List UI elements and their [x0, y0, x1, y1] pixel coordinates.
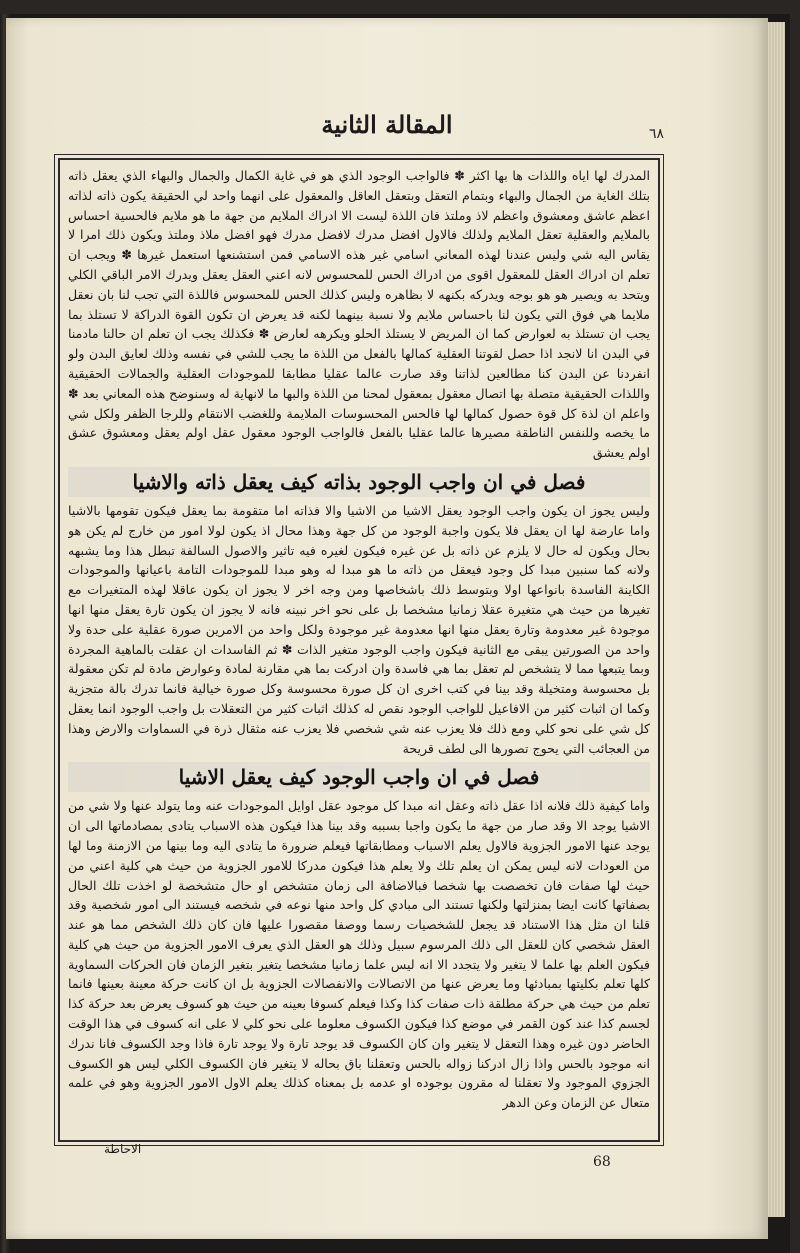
text-block — [68, 166, 650, 1134]
folio-number: 68 — [593, 1154, 611, 1170]
body-paragraph: واما كيفية ذلك فلانه اذا عقل ذاته وعقل انه مبدا كل موجود عقل اوايل الموجودات عنه وما يتولد عنها ولا شي من الاشيا يوجد الا وقد صار من جهة ما يكون واجبا بسببه وقد بينا هذا فيكون هذه الاسباب يتادى بمصادماتها الى ان يوجد عنها الامور الجزوية فالاول يعلم الاسباب ومطابقاتها فيعلم ضرورة ما يتادى اليه وما بينها من الازمنة وما لها من العودات لانه ليس يمكن ان يعلم تلك ولا يعلم هذا فيكون مدركا للامور الجزوية من حيث هي كلية اعني من حيث لها صفات فان تخصصت بها شخصا فبالاضافة الى زمان متشخص او حال متشخصة لو اخذت تلك الحال بصفاتها كانت ايضا بمنزلتها ولكنها تستند الى مبادي كل واحد منها نوعه في شخصه فيستند الى امور شخصية وقد قلنا ان مثل هذا الاستناد قد يجعل للشخصيات رسما ووصفا مقصورا عليها فان كان ذلك الشخص مما هو عند العقل شخصي كان للعقل الى ذلك المرسوم سبيل وذلك هو العقل الذي يعرف الامور الجزوية من حيث هي كلية فيكون العلم بها علما لا يتغير ولا يتجدد الا انه ليس علما زمانيا مشخصا يتغير بتغير الزمان فان الحركات السماوية كلها تعلم بكليتها بمبادئها وما يعرض عنها من الاتصالات والانفصالات الجزوية بل ان كانت حركة معينة بعينها فانما تعلم من حيث هي حركة مطلقة ذات صفات كذا وكذا فيعلم كسوفا بعينه من حيث هو كسوف يعرض بعد حركة كذا لجسم كذا عند كون القمر في موضع كذا فيكون الكسوف معلوما على نحو كلي لا على انه كسوف في هذا الوقت الحاضر دون غيره وهذا التعقل لا يتغير وان كان الكسوف قد يوجد تارة ولا يوجد تارة فاذا وجد الكسوف فانا ندرك انه موجود بالحس واذا زال ادركنا زواله بالحس وتعقلنا باق بحاله لا يتغير فان الكسوف الكلي ليس هو الكسوف الجزوي الموجود ولا تعقلنا له مقرون بوجوده او عدمه بل بمعناه كذلك يعلم الاول الامور الجزوية وهو في علمه متعال عن الزمان وعن الدهر — [68, 798, 650, 1111]
body-paragraph: المدرك لها اياه واللذات ها بها اكثر ✽ فالواجب الوجود الذي هو في غاية الكمال والجمال والبهاء الذي يعقل ذاته بتلك الغاية من الجمال والبهاء وبتمام التعقل وبتعقل العاقل والمعقول على انهما واحد لي الحقيقة يكون ذاته لذاته اعظم عاشق ومعشوق واعظم لاذ وملتذ فان اللذة ليست الا ادراك الملايم من جهة ما هو ملايم فالحسية احساس بالملايم والعقلية تعقل الملايم ولذلك فالاول افضل مدرك لافضل مدرك فهو افضل ملاذ وملتذ ويكون ذلك امرا لا يقاس اليه شي وليس عندنا لهذه المعاني اسامي غير هذه الاسامي فمن استشنعها استعمل غيرها ✽ ويجب ان تعلم ان ادراك العقل للمعقول اقوى من ادراك الحس للمحسوس لانه اعني العقل يعقل ويدرك الامر الباقي الكلي ويتحد به ويصير هو هو بوجه ويدركه بكنهه لا بظاهره وليس كذلك الحس للمحسوس فاللذة التي تجب لنا بان نعقل ملايما هي فوق التي يكون لنا باحساس ملايم ولا نسبة بينهما لكنه قد يعرض ان تكون القوة الدراكة لا تستلذ بما يجب ان تستلذ به لعوارض كما ان المريض لا يستلذ الحلو ويكرهه لعارض ✽ فكذلك يجب ان تعلم ان حالنا مادمنا في البدن انا لانجد اذا حصل لقوتنا العقلية كمالها بالفعل من اللذة ما يجب للشي في نفسه وذلك لعايق البدن ولو انفردنا عن البدن كنا مطالعين لذاتنا وقد صارت عالما عقليا مطابقا للموجودات العقلية والجمالات الحقيقية واللذات الحقيقية متصلة بها اتصال معقول بمعقول لمحنا من اللذة والبها ما لانهاية له وسنوضح هذه المعاني بعد ✽ واعلم ان لذة كل قوة حصول كمالها لها فالحس المحسوسات الملايمة وللغضب الانتقام وللرجا الظفر ولكل شي ما يخصه وللنفس الناطقة مصيرها عالما عقليا بالفعل فالواجب الوجود معقول عقل اولم يعقل ومعشوق عشق اولم يعشق — [68, 168, 650, 461]
page-number: ٦٨ — [648, 126, 664, 142]
chapter-title: المقالة الثانية — [321, 110, 453, 139]
running-head — [6, 106, 768, 156]
section-heading: فصل في ان واجب الوجود كيف يعقل الاشيا — [68, 762, 650, 792]
section-heading: فصل في ان واجب الوجود بذاته كيف يعقل ذاته والاشيا — [68, 467, 650, 497]
book-page — [6, 18, 768, 1239]
catchword: الاحاطة — [104, 1142, 142, 1156]
text-frame — [58, 158, 660, 1142]
body-paragraph: وليس يجوز ان يكون واجب الوجود يعقل الاشيا من الاشيا والا فذاته اما متقومة بما يعقل فيكون تقومها بالاشيا واما عارضة لها ان يعقل فلا يكون واجبة الوجود من كل جهة وهذا محال اذ يكون لولا امور من خارج لم يكن هو بحال ويكون له حال لا يلزم عن ذاته بل عن غيره فيكون لغيره فيه تاثير والاصول السالفة تبطل هذا وما يشبهه ولانه كما سنبين مبدا كل وجود فيعقل من ذاته ما هو مبدا له وهو مبدا للموجودات التامة باعيانها والموجودات الكاينة الفاسدة بانواعها اولا وبتوسط ذلك باشخاصها ومن وجه اخر لا يجوز ان يكون عاقلا لهذه المتغيرات مع تغيرها من حيث هي متغيرة عقلا زمانيا مشخصا بل على نحو اخر نبينه فانه لا يجوز ان يكون تارة يعقل منها انها موجودة غير معدومة وتارة يعقل منها انها معدومة غير موجودة ولكل واحد من الامرين صورة عقلية على حدة ولا واحد من الصورتين يبقى مع الثانية فيكون واجب الوجود متغير الذات ✽ ثم الفاسدات ان عقلت بالماهية المجردة وبما يتبعها مما لا يتشخص لم تعقل بما هي فاسدة وان ادركت بما هي مقارنة لمادة وعوارض مادة لم تكن معقولة بل محسوسة ومتخيلة وقد بينا في كتب اخرى ان كل صورة محسوسة وكل صورة خيالية فانما تدرك بالة متجزية وكما ان اثبات كثير من الافاعيل للواجب الوجود نقص له كذلك اثبات كثير من التعقلات بل واجب الوجود انما يعقل كل شي على نحو كلي ومع ذلك فلا يعزب عنه شي شخصي فلا يعزب عنه مثقال ذرة في السماوات والارض وهذا من العجائب التي يحوج تصورها الى لطف قريحة — [68, 502, 650, 756]
